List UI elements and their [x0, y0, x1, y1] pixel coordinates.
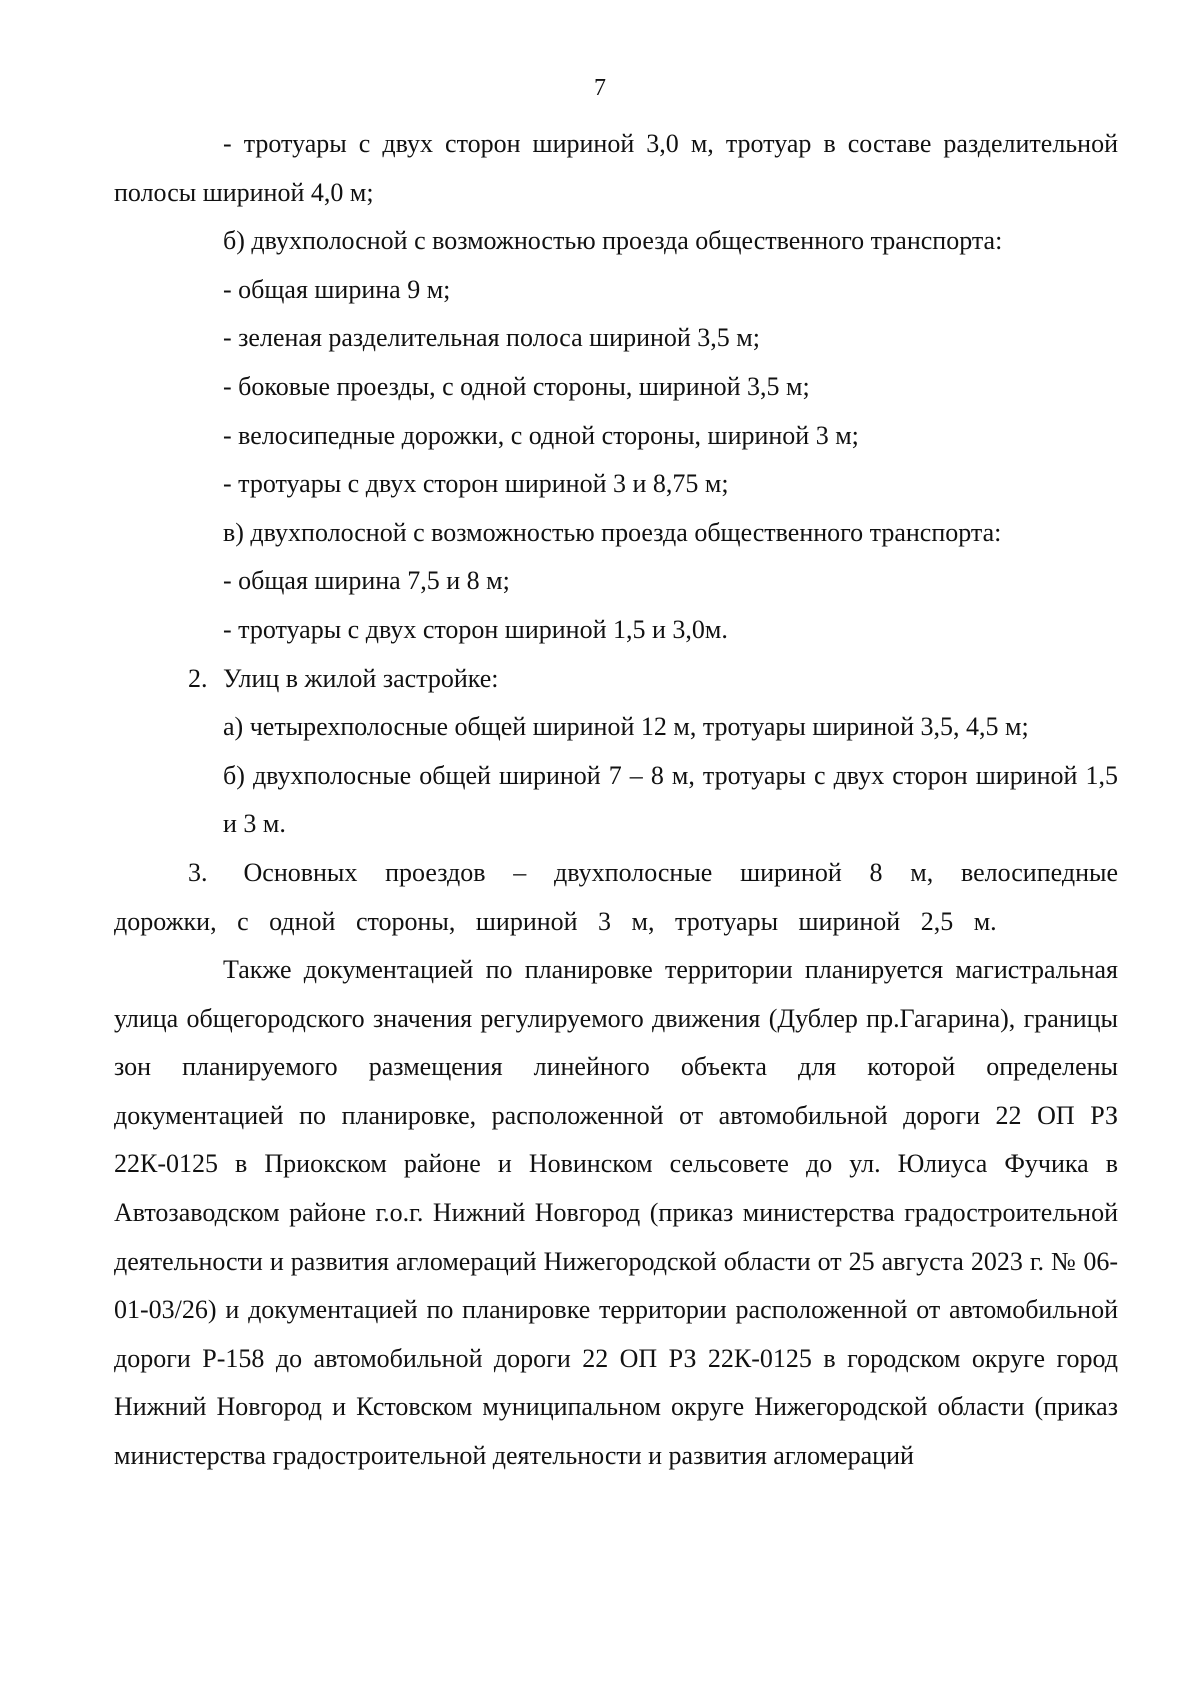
paragraph-side-passages: - боковые проезды, с одной стороны, шириной 3,5 м;: [223, 371, 810, 401]
page-number: 7: [594, 75, 606, 101]
paragraph-green-divider: - зеленая разделительная полоса шириной 3,5 м;: [223, 323, 760, 353]
list-item-2: [114, 655, 1118, 704]
list-item-3-number: 3.: [188, 857, 208, 887]
list-item-2-text: Улиц в жилой застройке:: [223, 663, 499, 693]
paragraph-two-lane-v: в) двухполосной с возможностью проезда общественного транспорта:: [223, 517, 1002, 547]
list-item-3: [114, 849, 1118, 946]
list-item-2-a: а) четырехполосные общей шириной 12 м, тротуары шириной 3,5, 4,5 м;: [223, 712, 1029, 742]
list-item-2-b: б) двухполосные общей шириной 7 – 8 м, тротуары с двух сторон шириной 1,5 и 3 м.: [223, 760, 1118, 839]
paragraph-sidewalks-15-30: - тротуары с двух сторон шириной 1,5 и 3,0м.: [223, 614, 728, 644]
list-item-2-number: 2.: [188, 663, 208, 693]
paragraph-two-lane-b: б) двухполосной с возможностью проезда общественного транспорта:: [223, 226, 1003, 256]
paragraph-total-width-9: - общая ширина 9 м;: [223, 274, 451, 304]
paragraph-total-width-75-8: - общая ширина 7,5 и 8 м;: [223, 566, 510, 596]
document-body: [114, 120, 1118, 1481]
paragraph-sidewalks-divider: - тротуары с двух сторон шириной 3,0 м, тротуар в составе разделительной полосы шириной 4,0 м;: [114, 129, 1118, 207]
list-item-3-text: Основных проездов – двухполосные шириной 8 м, велосипедные дорожки, с одной стороны, шириной 3 м, тротуары шириной 2,5 м.: [114, 857, 1118, 936]
paragraph-sidewalks-3-875: - тротуары с двух сторон шириной 3 и 8,75 м;: [223, 469, 729, 499]
paragraph-bike-paths: - велосипедные дорожки, с одной стороны, шириной 3 м;: [223, 420, 859, 450]
paragraph-main-street: Также документацией по планировке территории планируется магистральная улица общегородского значения регулируемого движения (Дублер пр.Гагарина), границы зон планируемого размещения линейного объекта для которой определены документацией по планировке, расположенной от автомобильной дороги 22 ОП РЗ 22К-0125 в Приокском районе и Новинском сельсовете до ул. Юлиуса Фучика в Автозаводском районе г.о.г. Нижний Новгород (приказ министерства градостроительной деятельности и развития агломераций Нижегородской области от 25 августа 2023 г. № 06-01-03/26) и документацией по планировке территории расположенной от автомобильной дороги Р-158 до автомобильной дороги 22 ОП РЗ 22К-0125 в городском округе город Нижний Новгород и Кстовском муниципальном округе Нижегородской области (приказ министерства градостроительной деятельности и развития агломераций: [114, 955, 1118, 1471]
